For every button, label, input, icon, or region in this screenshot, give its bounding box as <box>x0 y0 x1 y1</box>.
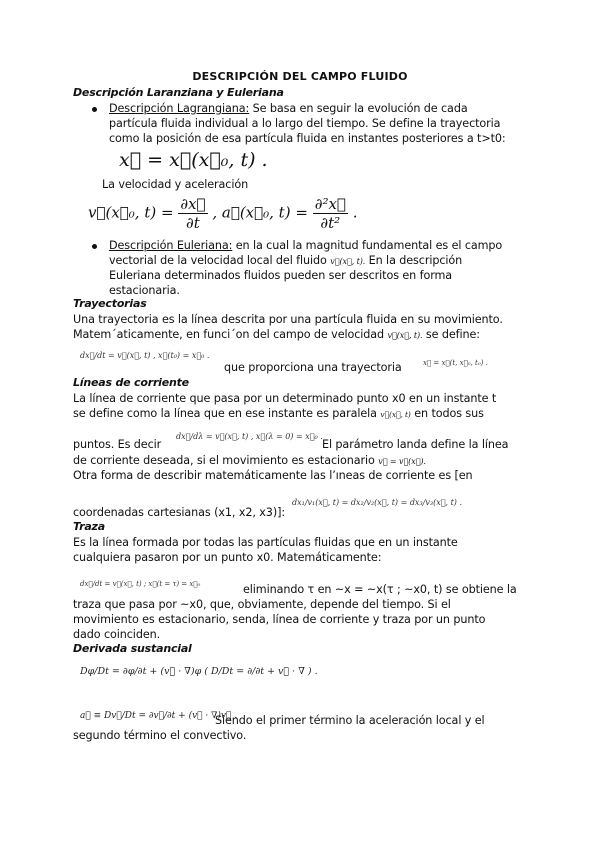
eulerian-line-2 <box>109 253 462 269</box>
document-title: DESCRIPCIÓN DEL CAMPO FLUIDO <box>192 70 408 83</box>
material-derivative-line-1: Siendo el primer término la aceleración local y el <box>215 714 485 727</box>
lagrangian-line-3: como la posición de esa partícula fluida en instantes posteriores a t>t0: <box>109 132 506 145</box>
trace-line-4: traza que pasa por ~x0, que, obviamente, depende del tiempo. Si el <box>73 598 451 611</box>
equation-trajectory-solution: x⃗ = x⃗(t, x⃗₀, t₀) . <box>423 359 488 367</box>
eulerian-line-1 <box>109 238 502 253</box>
trajectories-text-2a: Matem´aticamente, en funci´on del campo de velocidad <box>73 328 385 341</box>
trace-line-5: movimiento es estacionario, senda, línea de corriente y traza por un punto <box>73 613 486 626</box>
lagrangian-line-1 <box>109 101 468 116</box>
equation-trajectory: x⃗ = x⃗(x⃗₀, t) . <box>119 149 268 171</box>
equation-trace: dx⃗/dt = v⃗(x⃗, t) ; x⃗(t = τ) = x⃗₀ <box>80 580 201 588</box>
streamlines-line-4 <box>73 453 426 469</box>
eq-acceleration-den: ∂t² <box>320 214 341 232</box>
streamlines-line-2 <box>73 406 484 422</box>
streamlines-text-4a: de corriente deseada, si el movimiento es estacionario <box>73 454 375 467</box>
eq-velocity-fraction <box>178 195 207 232</box>
eq-acceleration-fraction <box>313 195 348 232</box>
equation-acceleration: a⃗ ≡ Dv⃗/Dt = ∂v⃗/∂t + (v⃗ · ∇)v⃗ . <box>80 711 238 721</box>
heading-streamlines: Líneas de corriente <box>73 376 189 389</box>
eq-end: . <box>352 203 358 222</box>
eulerian-math: v⃗(x⃗, t). <box>330 257 366 266</box>
eulerian-line-3: Euleriana determinados fluidos pueden ser descritos en forma <box>109 269 453 282</box>
streamlines-line-6: coordenadas cartesianas (x1, x2, x3)]: <box>73 506 286 519</box>
streamlines-line-3a: puntos. Es decir <box>73 438 162 451</box>
heading-trace: Traza <box>73 520 105 533</box>
trajectories-math: v⃗(x⃗, t). <box>387 331 423 340</box>
streamlines-math-2: v⃗ = v⃗(x⃗). <box>378 457 426 466</box>
streamlines-line-1: La línea de corriente que pasa por un determinado punto x0 en un instante t <box>73 392 497 405</box>
heading-material-derivative: Derivada sustancial <box>73 642 192 655</box>
velocity-acceleration-text: La velocidad y aceleración <box>102 178 249 191</box>
eulerian-term: Descripción Euleriana: <box>109 239 233 252</box>
lagrangian-line-2: partícula fluida individual a lo largo del tiempo. Se define la trayectoria <box>109 117 501 130</box>
heading-trajectories: Trayectorias <box>73 297 147 310</box>
eq-velocity-lhs: v⃗(x⃗₀, t) = <box>88 203 174 222</box>
bullet-icon <box>92 107 97 112</box>
eulerian-text-2b: En la descripción <box>368 254 463 267</box>
eq-velocity-num: ∂x⃗ <box>180 195 206 213</box>
trace-line-6: dado coinciden. <box>73 628 161 641</box>
eq-acceleration-num: ∂²x⃗ <box>314 195 346 213</box>
heading-lagrangian-eulerian: Descripción Laranziana y Euleriana <box>73 86 284 99</box>
eulerian-text-1: en la cual la magnitud fundamental es el campo <box>232 239 503 252</box>
eq-velocity-den: ∂t <box>186 214 200 232</box>
material-derivative-line-2: segundo término el convectivo. <box>73 729 247 742</box>
bullet-icon <box>92 244 97 249</box>
streamlines-math-1: v⃗(x⃗, t) <box>380 410 411 419</box>
streamlines-line-5: Otra forma de describir matemáticamente las l’ıneas de corriente es [en <box>73 469 473 482</box>
eq-acceleration-lhs: , a⃗(x⃗₀, t) = <box>212 203 308 222</box>
eulerian-line-4: estacionaria. <box>109 284 180 297</box>
equation-trajectory-ode: dx⃗/dt = v⃗(x⃗, t) , x⃗(t₀) = x⃗₀ . <box>80 351 210 360</box>
equation-streamline-ode: dx⃗/dλ = v⃗(x⃗, t) , x⃗(λ = 0) = x⃗₀ . <box>176 432 323 441</box>
equation-material-derivative: Dφ/Dt = ∂φ/∂t + (v⃗ · ∇)φ ( D/Dt = ∂/∂t + v⃗ · ∇ ) . <box>80 666 318 677</box>
trajectories-line-2 <box>73 327 480 343</box>
equation-streamline-cartesian: dx₁/v₁(x⃗, t) = dx₂/v₂(x⃗, t) = dx₃/v₃(x⃗, t) . <box>292 498 463 507</box>
lagrangian-term: Descripción Lagrangiana: <box>109 102 250 115</box>
trace-line-3: eliminando τ en ~x = ~x(τ ; ~x0, t) se obtiene la <box>243 583 517 596</box>
trajectories-line-1: Una trayectoria es la línea descrita por una partícula fluida en su movimiento. <box>73 313 503 326</box>
streamlines-text-2a: se define como la línea que en ese instante es paralela <box>73 407 377 420</box>
eulerian-text-2a: vectorial de la velocidad local del fluido <box>109 254 327 267</box>
trajectories-text-2b: se define: <box>425 328 480 341</box>
trace-line-2: cualquiera pasaron por un punto x0. Matemáticamente: <box>73 551 382 564</box>
equation-velocity-acceleration <box>88 195 357 232</box>
streamlines-text-2b: en todos sus <box>414 407 484 420</box>
lagrangian-text-1: Se basa en seguir la evolución de cada <box>249 102 468 115</box>
trace-line-1: Es la línea formada por todas las partículas fluidas que en un instante <box>73 536 458 549</box>
streamlines-line-3b: El parámetro landa define la línea <box>322 438 509 451</box>
trajectories-line-3: que proporciona una trayectoria <box>224 361 402 374</box>
